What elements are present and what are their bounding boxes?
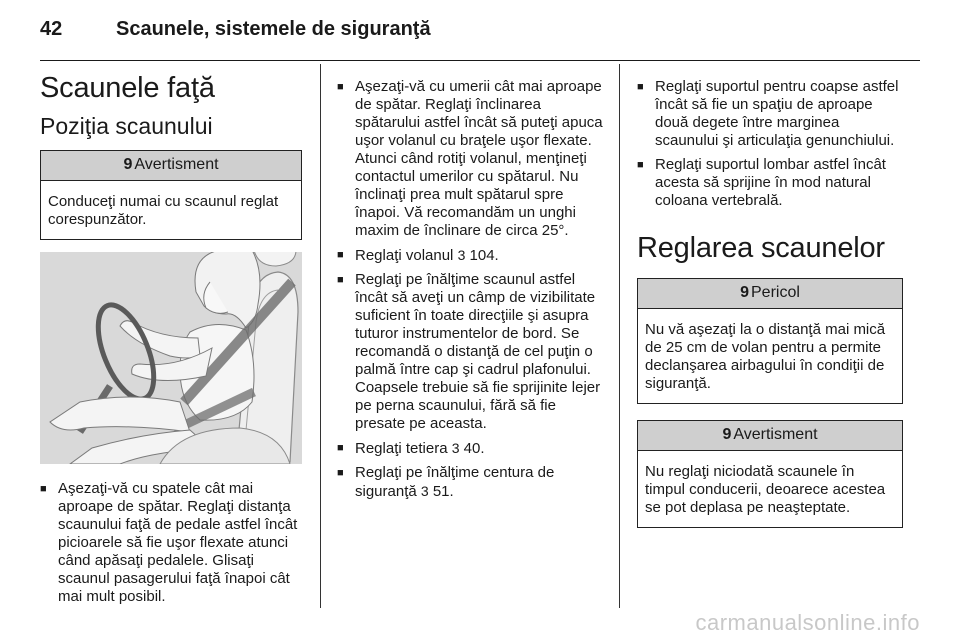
list-item: ■ Aşezaţi-vă cu spatele cât mai aproape de spătar. Reglaţi distanţa scaunului faţă de pedale astfel încât picioarele să fie uşor flexate atunci când apăsaţi pedalele. Glisaţi scaunul pasagerului faţă înapoi cât mai mult posibil. (40, 480, 302, 606)
list-item (337, 439, 603, 458)
instruction-list (637, 78, 903, 210)
section-title: Reglarea scaunelor (637, 232, 885, 264)
list-item-text: Aşezaţi-vă cu umerii cât mai aproape de spătar. Reglaţi înclinarea spătarului astfel încât să puteţi apuca uşor volanul cu braţele uşor flexate. Atunci când rotiţi volanul, menţineţi contactul umerilor cu spătarul. Nu înclinaţi prea mult spătarul spre înapoi. Vă recomandăm un unghi maxim de înclinare de circa 25°. (355, 78, 603, 239)
list-item (337, 464, 603, 501)
page-ref[interactable]: 104. (465, 247, 499, 264)
danger-box-header (638, 279, 902, 309)
warning-box (637, 420, 903, 528)
page-number: 42 (40, 18, 63, 40)
watermark: carmanualsonline.info (695, 610, 920, 635)
column-divider (320, 64, 321, 608)
list-item: ■ Reglaţi suportul pentru coapse astfel încât să fie un spaţiu de aproape două degete între marginea scaunului şi articulaţia genunchiului. (637, 78, 903, 150)
page-ref-arrow: 3 (457, 247, 466, 263)
page-ref[interactable]: 40. (459, 440, 485, 457)
page-ref[interactable]: 51. (428, 483, 454, 500)
warning-box-header (41, 151, 301, 181)
warning-triangle-icon: 9 (740, 284, 749, 301)
warning-box-header (638, 421, 902, 451)
list-item-text: Reglaţi tetiera (355, 440, 452, 457)
page-ref-arrow: 3 (420, 483, 429, 499)
danger-text: Nu vă aşezaţi la o distanţă mai mică de 25 cm de volan pentru a permite declanşarea airbagului în condiţii de siguranţă. (645, 321, 886, 392)
page-ref-arrow: 3 (451, 440, 460, 456)
warning-title: Avertisment (733, 426, 818, 443)
instruction-list (337, 78, 603, 501)
danger-box (637, 278, 903, 404)
warning-text: Nu reglaţi niciodată scaunele în timpul conducerii, deoarece acestea se pot deplasa pe neaşteptate. (645, 463, 886, 516)
warning-text: Conduceţi numai cu scaunul reglat corespunzător. (48, 193, 279, 228)
list-item (337, 78, 603, 240)
subsection-title: Poziţia scaunului (40, 113, 213, 139)
warning-box (40, 150, 302, 240)
header-divider (40, 60, 920, 61)
list-item: ■ Reglaţi suportul lombar astfel încât acesta să sprijine în mod natural coloana vertebrală. (637, 156, 903, 210)
seat-position-illustration (40, 252, 302, 464)
column-2 (337, 78, 603, 507)
section-title: Scaunele faţă (40, 72, 215, 104)
column-divider (619, 64, 620, 608)
list-item-text: Reglaţi volanul (355, 247, 458, 264)
warning-title: Avertisment (134, 156, 219, 173)
list-item-text: Reglaţi pe înălţime scaunul astfel încât să aveţi un câmp de vizibilitate suficient în toate direcţiile şi asupra tuturor instrumentelor de bord. Se recomandă o distanţă de cel puţin o palmă între cap şi cadrul plafonului. Coapsele trebuie să fie sprijinite lejer pe perna scaunului, fără să fie presate pe aceasta. (355, 271, 601, 432)
column-3 (637, 78, 903, 528)
warning-triangle-icon: 9 (123, 156, 133, 173)
column-1 (40, 70, 302, 612)
list-item-text: Reglaţi pe înălţime centura de siguranţă (355, 464, 555, 500)
driver-seat-illustration (40, 252, 302, 464)
warning-triangle-icon: 9 (722, 426, 732, 443)
danger-title: Pericol (751, 284, 800, 301)
list-item (337, 246, 603, 265)
instruction-list (40, 480, 302, 606)
list-item (337, 271, 603, 433)
chapter-title: Scaunele, sistemele de siguranţă (116, 18, 431, 40)
